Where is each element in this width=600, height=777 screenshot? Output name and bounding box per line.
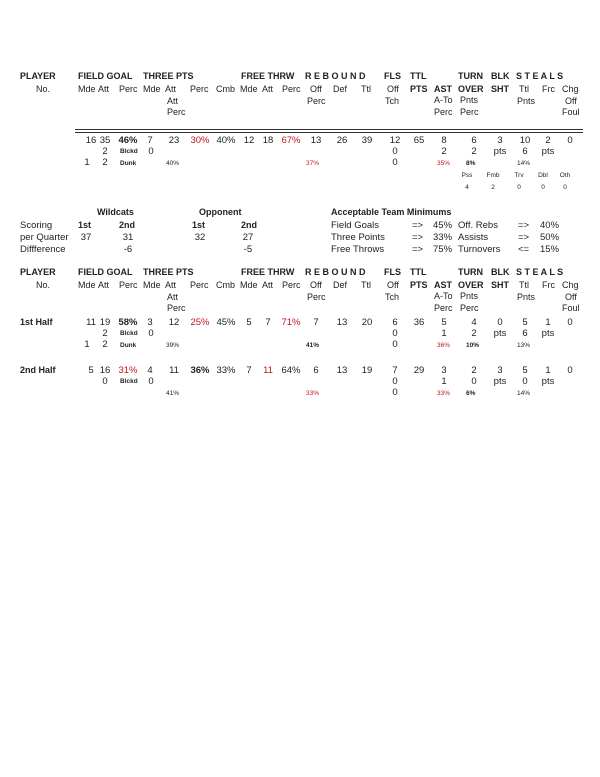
divider-line-2 xyxy=(75,132,583,133)
second-half-cell-6: 33% xyxy=(216,365,236,376)
wildcats-heading: Wildcats xyxy=(97,207,134,217)
min-left-arrow-0: => xyxy=(412,220,424,231)
totals-r3-5: 0 xyxy=(392,157,398,168)
first-half-cell-7: 5 xyxy=(246,317,252,328)
opponent-2nd-heading: 2nd xyxy=(241,220,258,230)
totals-cell-15: 8 xyxy=(441,135,447,146)
first-half-r2-2: 0 xyxy=(148,328,154,339)
top-steals-heading: S T E A L S xyxy=(516,71,564,81)
top-ast: AST xyxy=(434,84,452,94)
top-ft-perc: Perc xyxy=(282,84,301,94)
second-half-cell-13: 7 xyxy=(392,365,398,376)
halves-reb-off: Off xyxy=(310,280,322,290)
first-half-cell-19: 1 xyxy=(545,317,551,328)
halves-st-pnts: Pnts xyxy=(517,292,536,302)
scoring-label-0: Scoring xyxy=(20,220,53,231)
halves-no-heading: No. xyxy=(36,280,51,290)
totals-r5-3: 0 xyxy=(541,184,545,191)
top-cmb: Cmb xyxy=(216,84,236,94)
totals-r2-1: Blckd xyxy=(120,148,138,155)
wildcats-q2: 31 xyxy=(122,232,134,243)
first-half-cell-1: 19 xyxy=(99,317,111,328)
halves-3p-mde: Mde xyxy=(143,280,161,290)
min-left-value-0: 45% xyxy=(433,220,453,231)
halves-fg-att: Att xyxy=(98,280,110,290)
halves-att2: Att xyxy=(167,292,179,302)
halves-ft-att: Att xyxy=(262,280,274,290)
opponent-q2: 27 xyxy=(242,232,254,243)
min-left-value-1: 33% xyxy=(433,232,453,243)
first-half-r2-4: 1 xyxy=(441,328,447,339)
second-half-r2-0: 0 xyxy=(102,376,108,387)
first-half-r3-0: 1 xyxy=(84,339,90,350)
top-st-pnts: Pnts xyxy=(517,96,536,106)
first-half-cell-10: 7 xyxy=(313,317,319,328)
top-pts: PTS xyxy=(410,84,428,94)
halves-foul: Foul xyxy=(562,303,580,313)
halves-fls-off: Off xyxy=(387,280,399,290)
first-half-cell-20: 0 xyxy=(567,317,573,328)
top-perc-under-att: Perc xyxy=(167,107,186,117)
second-half-r2-2: 0 xyxy=(148,376,154,387)
halves-reb-def: Def xyxy=(333,280,348,290)
first-half-cell-15: 5 xyxy=(441,317,447,328)
totals-r5-1: 2 xyxy=(491,184,495,191)
totals-r2-6: pts xyxy=(493,146,507,157)
first-half-cell-13: 6 xyxy=(392,317,398,328)
opponent-q1: 32 xyxy=(194,232,206,243)
second-half-r3-5: 14% xyxy=(517,390,531,397)
top-rebound-heading: R E B O U N D xyxy=(305,71,366,81)
halves-blk-heading: BLK xyxy=(491,267,510,277)
min-left-value-2: 75% xyxy=(433,244,453,255)
opponent-diff: -5 xyxy=(243,244,253,255)
totals-cell-4: 23 xyxy=(168,135,180,146)
top-field-goal-heading: FIELD GOAL xyxy=(78,71,133,81)
first-half-r3-2: Dunk xyxy=(120,342,137,349)
top-fls-off: Off xyxy=(387,84,399,94)
top-ft-mde: Mde xyxy=(240,84,258,94)
second-half-cell-12: 19 xyxy=(361,365,373,376)
min-left-label-0: Field Goals xyxy=(331,220,380,231)
scoring-label-2: Diffference xyxy=(20,244,66,255)
first-half-r2-5: 2 xyxy=(471,328,477,339)
halves-fg-mde: Mde xyxy=(78,280,96,290)
min-right-value-1: 50% xyxy=(540,232,560,243)
first-half-r3-4: 41% xyxy=(306,342,320,349)
first-half-r2-0: 2 xyxy=(102,328,108,339)
totals-r3-1: 2 xyxy=(102,157,108,168)
totals-r5-4: 0 xyxy=(563,184,567,191)
wildcats-q1: 37 xyxy=(80,232,92,243)
second-half-cell-4: 11 xyxy=(169,365,179,376)
halves-off-perc: Perc xyxy=(307,292,326,302)
top-three-pts-heading: THREE PTS xyxy=(143,71,194,81)
halves-field-goal-heading: FIELD GOAL xyxy=(78,267,133,277)
min-right-value-2: 15% xyxy=(540,244,560,255)
second-half-cell-19: 1 xyxy=(545,365,551,376)
second-half-cell-8: 11 xyxy=(263,365,273,376)
totals-cell-18: 10 xyxy=(519,135,531,146)
second-half-cell-11: 13 xyxy=(336,365,348,376)
second-half-label: 2nd Half xyxy=(20,365,56,375)
first-half-r3-5: 0 xyxy=(392,339,398,350)
second-half-cell-14: 29 xyxy=(413,365,425,376)
second-half-r2-7: 0 xyxy=(522,376,528,387)
opponent-heading: Opponent xyxy=(199,207,242,217)
first-half-cell-8: 7 xyxy=(265,317,271,328)
first-half-cell-6: 45% xyxy=(216,317,236,328)
second-half-cell-7: 7 xyxy=(246,365,252,376)
top-ft-att: Att xyxy=(262,84,274,94)
top-att2: Att xyxy=(167,96,179,106)
halves-over: OVER xyxy=(458,280,484,290)
totals-r3-2: Dunk xyxy=(120,160,137,167)
first-half-cell-14: 36 xyxy=(413,317,425,328)
top-tch: Tch xyxy=(385,96,400,106)
totals-r3-0: 1 xyxy=(84,157,90,168)
halves-player-heading: PLAYER xyxy=(20,267,56,277)
first-half-r3-3: 39% xyxy=(166,342,180,349)
top-ato: A-To xyxy=(434,95,453,105)
top-chg-off: Off xyxy=(565,96,577,106)
totals-cell-0: 16 xyxy=(85,135,97,146)
totals-cell-13: 12 xyxy=(389,135,401,146)
minimums-title: Acceptable Team Minimums xyxy=(331,207,452,217)
second-half-r2-6: pts xyxy=(493,376,507,387)
first-half-cell-4: 12 xyxy=(168,317,180,328)
second-half-cell-18: 5 xyxy=(522,365,528,376)
top-reb-off: Off xyxy=(310,84,322,94)
totals-r2-2: 0 xyxy=(148,146,154,157)
top-fg-perc: Perc xyxy=(119,84,138,94)
totals-cell-14: 65 xyxy=(413,135,425,146)
second-half-r3-4: 6% xyxy=(466,390,476,397)
totals-r2-5: 2 xyxy=(471,146,477,157)
top-chg: Chg xyxy=(562,84,579,94)
totals-r2-7: 6 xyxy=(522,146,528,157)
first-half-r3-7: 10% xyxy=(466,342,480,349)
totals-cell-12: 39 xyxy=(361,135,373,146)
first-half-r2-8: pts xyxy=(541,328,555,339)
top-over: OVER xyxy=(458,84,484,94)
first-half-r2-3: 0 xyxy=(392,328,398,339)
second-half-cell-16: 2 xyxy=(471,365,477,376)
top-3p-perc: Perc xyxy=(190,84,209,94)
totals-cell-3: 7 xyxy=(147,135,153,146)
top-3p-att: Att xyxy=(165,84,177,94)
first-half-cell-16: 4 xyxy=(471,317,477,328)
halves-fls-heading: FLS xyxy=(384,267,401,277)
min-left-arrow-1: => xyxy=(412,232,424,243)
totals-r3-3: 40% xyxy=(166,160,180,167)
second-half-cell-9: 64% xyxy=(281,365,301,376)
first-half-cell-18: 5 xyxy=(522,317,528,328)
first-half-cell-5: 25% xyxy=(190,317,210,328)
min-left-label-2: Free Throws xyxy=(331,244,385,255)
top-3p-mde: Mde xyxy=(143,84,161,94)
min-right-label-0: Off. Rebs xyxy=(458,220,498,231)
second-half-r2-8: pts xyxy=(541,376,555,387)
halves-pnts-perc: Perc xyxy=(460,303,479,313)
totals-r3-7: 8% xyxy=(466,160,476,167)
first-half-r2-1: Blckd xyxy=(120,330,138,337)
second-half-r2-1: Blckd xyxy=(120,378,138,385)
first-half-r3-6: 36% xyxy=(437,342,451,349)
totals-cell-8: 18 xyxy=(262,135,274,146)
totals-r3-8: 14% xyxy=(517,160,531,167)
halves-3p-perc: Perc xyxy=(190,280,209,290)
totals-r2-8: pts xyxy=(541,146,555,157)
halves-ast: AST xyxy=(434,280,452,290)
first-half-r3-1: 2 xyxy=(102,339,108,350)
halves-free-thrw-heading: FREE THRW xyxy=(241,267,295,277)
totals-r4-1: Fmb xyxy=(486,172,500,179)
top-fls-heading: FLS xyxy=(384,71,401,81)
second-half-cell-3: 4 xyxy=(147,365,153,376)
min-left-label-1: Three Points xyxy=(331,232,385,243)
min-right-value-0: 40% xyxy=(540,220,560,231)
min-right-arrow-0: => xyxy=(518,220,530,231)
top-no-heading: No. xyxy=(36,84,51,94)
second-half-cell-15: 3 xyxy=(441,365,447,376)
halves-3p-att: Att xyxy=(165,280,177,290)
halves-ato: A-To xyxy=(434,291,453,301)
top-sht: SHT xyxy=(491,84,509,94)
top-pnts: Pnts xyxy=(460,95,479,105)
totals-cell-16: 6 xyxy=(471,135,477,146)
divider-line-1 xyxy=(75,129,583,130)
halves-pnts: Pnts xyxy=(460,291,479,301)
halves-chg-off: Off xyxy=(565,292,577,302)
first-half-cell-11: 13 xyxy=(336,317,348,328)
top-st-ttl: Ttl xyxy=(519,84,529,94)
first-half-r3-8: 13% xyxy=(517,342,531,349)
second-half-cell-20: 0 xyxy=(567,365,573,376)
halves-sht: SHT xyxy=(491,280,509,290)
min-right-arrow-2: <= xyxy=(518,244,530,255)
top-off-perc: Perc xyxy=(307,96,326,106)
top-fg-att: Att xyxy=(98,84,110,94)
halves-fg-perc: Perc xyxy=(119,280,138,290)
min-left-arrow-2: => xyxy=(412,244,424,255)
halves-chg: Chg xyxy=(562,280,579,290)
min-right-label-1: Assists xyxy=(458,232,489,243)
second-half-cell-1: 16 xyxy=(99,365,111,376)
first-half-cell-3: 3 xyxy=(147,317,153,328)
totals-r2-3: 0 xyxy=(392,146,398,157)
totals-r4-3: Dbl xyxy=(538,172,548,179)
min-right-label-2: Turnovers xyxy=(458,244,501,255)
second-half-cell-10: 6 xyxy=(313,365,319,376)
first-half-cell-17: 0 xyxy=(497,317,503,328)
first-half-cell-2: 58% xyxy=(118,317,138,328)
totals-cell-7: 12 xyxy=(243,135,255,146)
top-reb-def: Def xyxy=(333,84,348,94)
halves-ft-perc: Perc xyxy=(282,280,301,290)
halves-rebound-heading: R E B O U N D xyxy=(305,267,366,277)
first-half-label: 1st Half xyxy=(20,317,53,327)
second-half-cell-2: 31% xyxy=(118,365,138,376)
totals-r4-0: Pss xyxy=(461,172,473,179)
second-half-r3-1: 33% xyxy=(306,390,320,397)
totals-cell-2: 46% xyxy=(118,135,138,146)
min-right-arrow-1: => xyxy=(518,232,530,243)
second-half-cell-17: 3 xyxy=(497,365,503,376)
first-half-r2-7: 6 xyxy=(522,328,528,339)
second-half-cell-0: 5 xyxy=(88,365,94,376)
top-blk-heading: BLK xyxy=(491,71,510,81)
halves-tch: Tch xyxy=(385,292,400,302)
totals-cell-11: 26 xyxy=(336,135,348,146)
top-frc: Frc xyxy=(542,84,555,94)
second-half-cell-5: 36% xyxy=(190,365,210,376)
top-ato-perc: Perc xyxy=(434,107,453,117)
second-half-r2-5: 0 xyxy=(471,376,477,387)
top-fg-mde: Mde xyxy=(78,84,96,94)
totals-r2-0: 2 xyxy=(102,146,108,157)
halves-frc: Frc xyxy=(542,280,555,290)
totals-cell-1: 35 xyxy=(99,135,111,146)
opponent-1st-heading: 1st xyxy=(192,220,206,230)
totals-cell-10: 13 xyxy=(310,135,322,146)
halves-steals-heading: S T E A L S xyxy=(516,267,564,277)
first-half-r2-6: pts xyxy=(493,328,507,339)
halves-st-ttl: Ttl xyxy=(519,280,529,290)
totals-r4-2: Trv xyxy=(514,172,524,179)
second-half-r2-4: 1 xyxy=(441,376,447,387)
totals-cell-17: 3 xyxy=(497,135,503,146)
second-half-r3-0: 41% xyxy=(166,390,180,397)
halves-perc-under-att: Perc xyxy=(167,303,186,313)
totals-cell-19: 2 xyxy=(545,135,551,146)
totals-cell-9: 67% xyxy=(281,135,301,146)
halves-ato-perc: Perc xyxy=(434,303,453,313)
halves-reb-ttl: Ttl xyxy=(361,280,371,290)
top-pnts-perc: Perc xyxy=(460,107,479,117)
top-free-thrw-heading: FREE THRW xyxy=(241,71,295,81)
halves-ttl-heading: TTL xyxy=(410,267,427,277)
totals-r5-0: 4 xyxy=(465,184,469,191)
totals-r3-4: 37% xyxy=(306,160,320,167)
halves-pts: PTS xyxy=(410,280,428,290)
second-half-r3-3: 33% xyxy=(437,390,451,397)
first-half-cell-12: 20 xyxy=(361,317,373,328)
halves-turn-heading: TURN xyxy=(458,267,483,277)
totals-cell-20: 0 xyxy=(567,135,573,146)
top-ttl-heading: TTL xyxy=(410,71,427,81)
halves-three-pts-heading: THREE PTS xyxy=(143,267,194,277)
totals-r2-4: 2 xyxy=(441,146,447,157)
halves-cmb: Cmb xyxy=(216,280,236,290)
top-player-heading: PLAYER xyxy=(20,71,56,81)
top-foul: Foul xyxy=(562,107,580,117)
halves-ft-mde: Mde xyxy=(240,280,258,290)
second-half-r2-3: 0 xyxy=(392,376,398,387)
wildcats-diff: -6 xyxy=(123,244,133,255)
totals-cell-6: 40% xyxy=(216,135,236,146)
wildcats-2nd-heading: 2nd xyxy=(119,220,136,230)
top-turn-heading: TURN xyxy=(458,71,483,81)
totals-r4-4: Oth xyxy=(559,172,571,179)
totals-r5-2: 0 xyxy=(517,184,521,191)
top-reb-ttl: Ttl xyxy=(361,84,371,94)
first-half-cell-0: 11 xyxy=(86,317,96,328)
second-half-r3-2: 0 xyxy=(392,387,398,398)
first-half-cell-9: 71% xyxy=(281,317,301,328)
totals-cell-5: 30% xyxy=(190,135,210,146)
wildcats-1st-heading: 1st xyxy=(78,220,92,230)
scoring-label-1: per Quarter xyxy=(20,232,69,243)
totals-r3-6: 35% xyxy=(437,160,451,167)
